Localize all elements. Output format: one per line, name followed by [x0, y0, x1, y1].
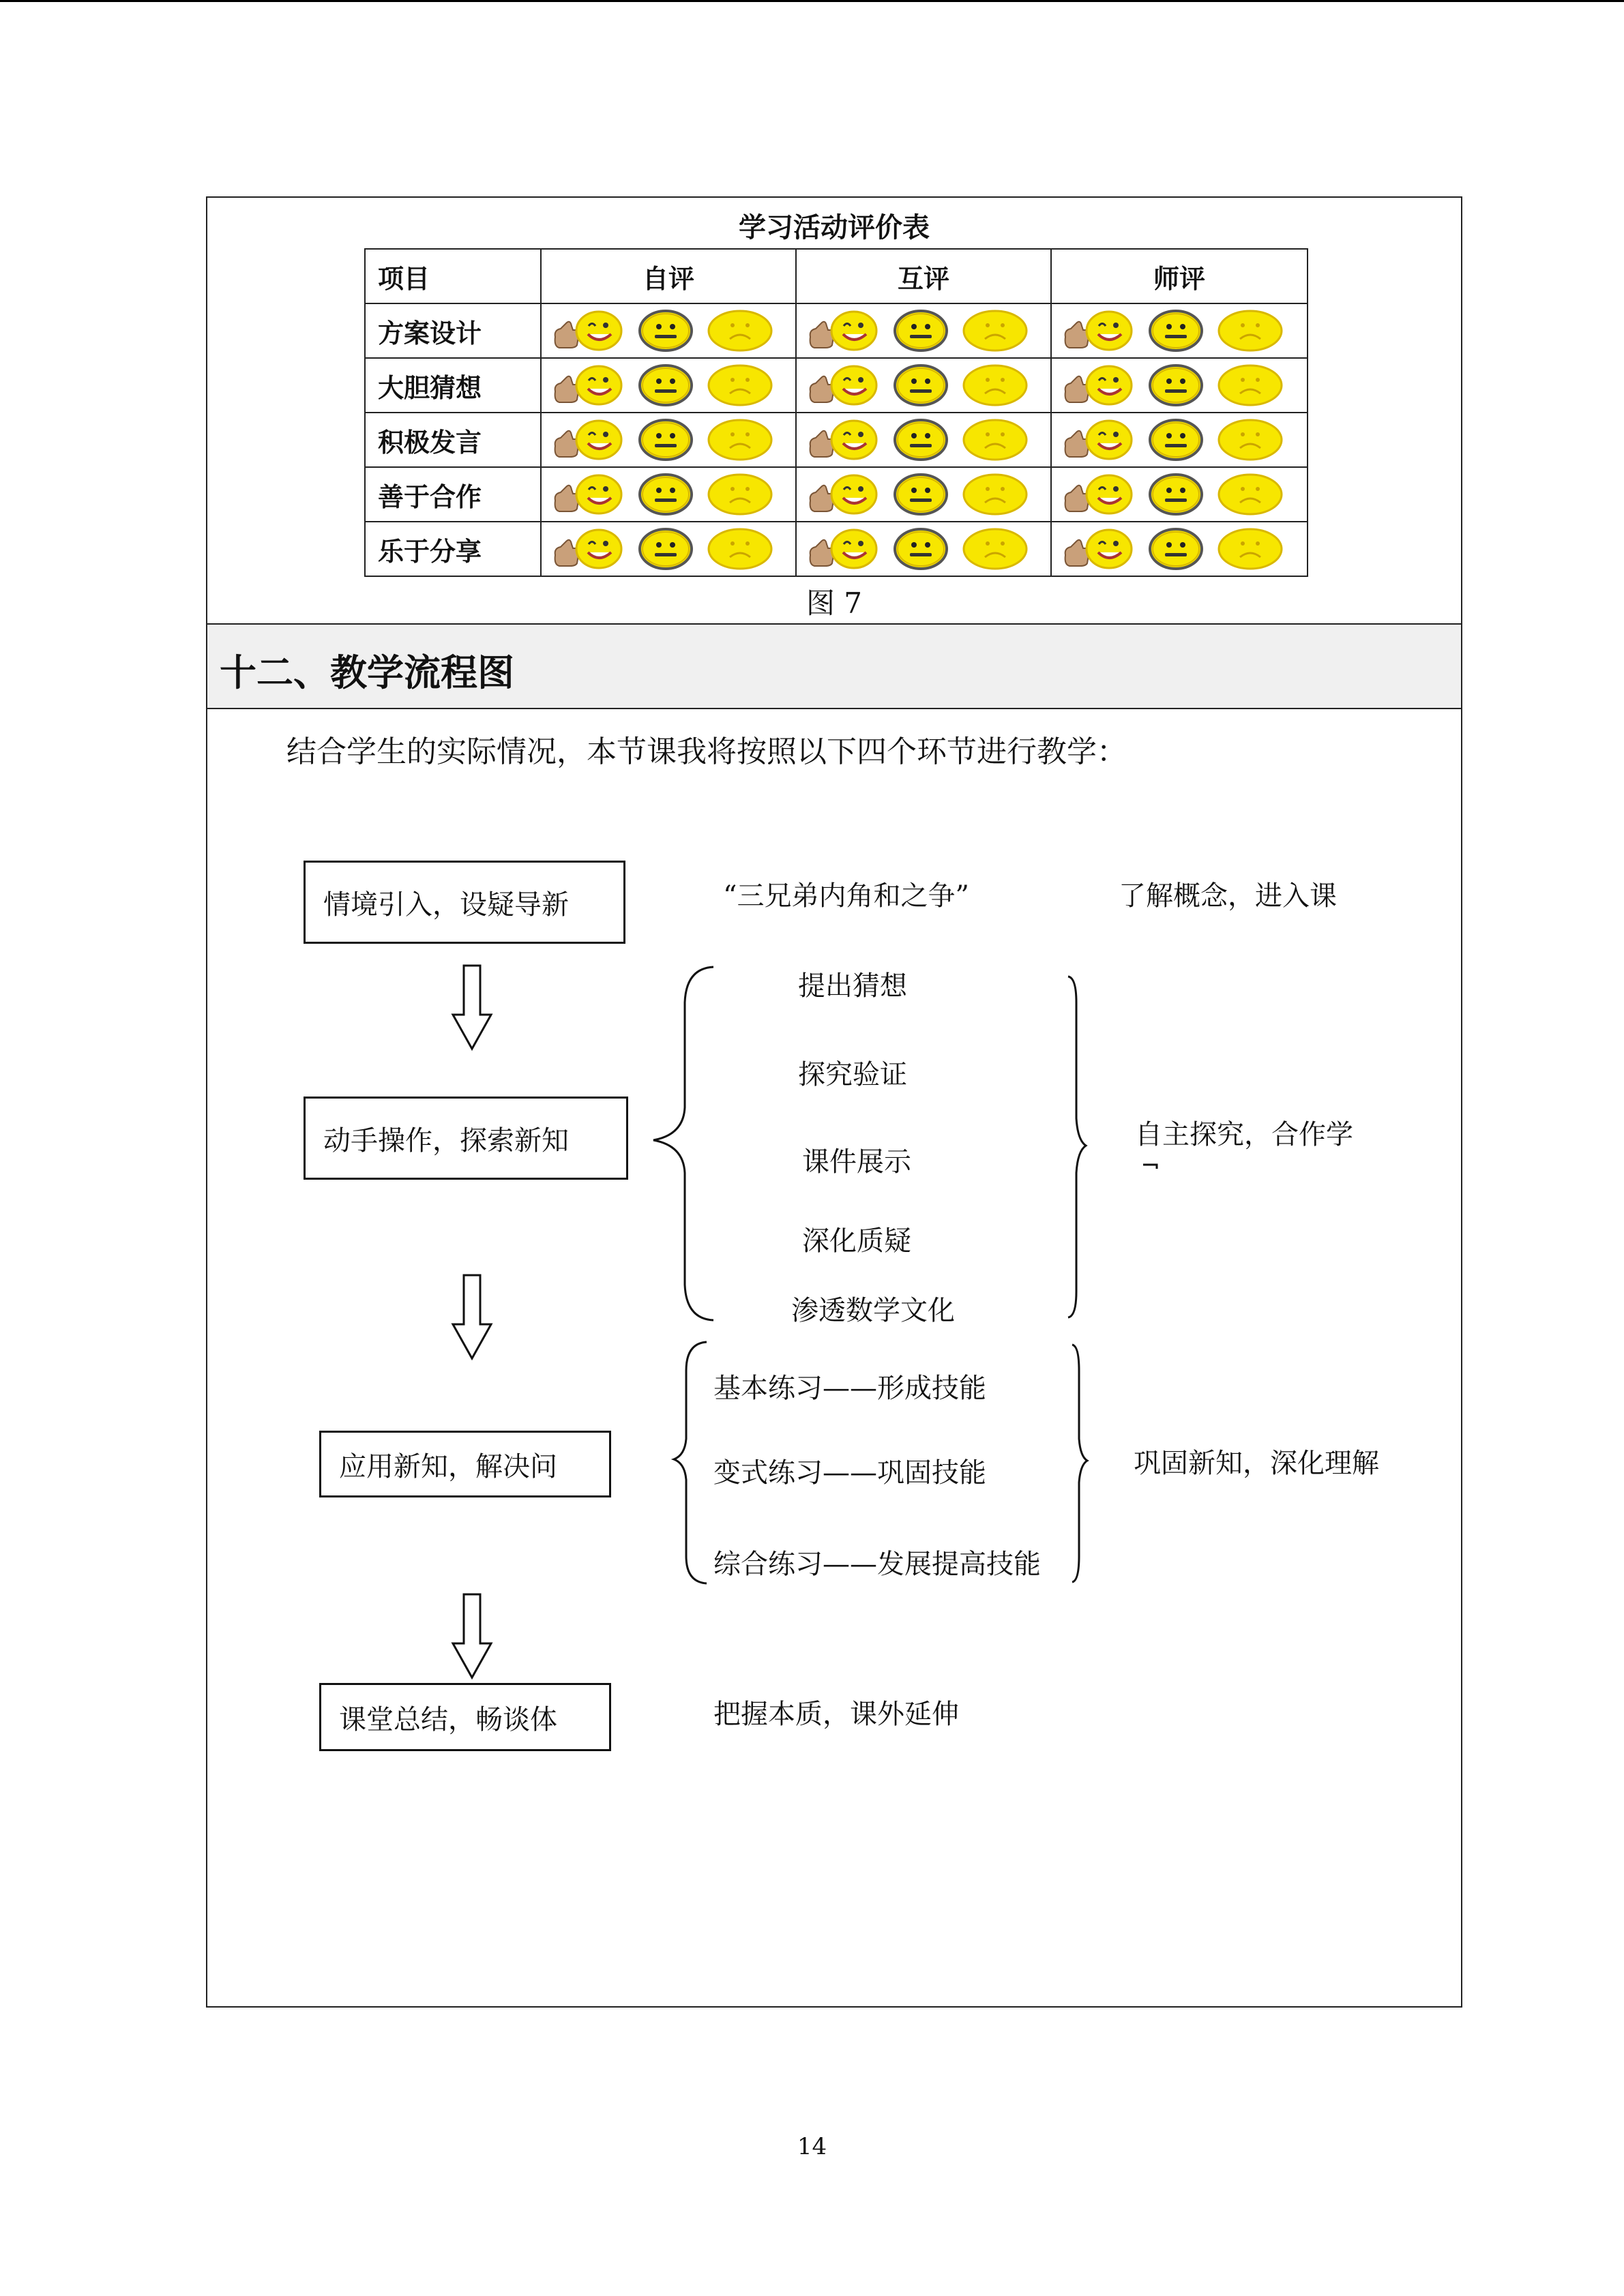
flow-step-3-goal: 巩固新知，深化理解 [1134, 1448, 1379, 1479]
down-arrow-icon [453, 1594, 491, 1678]
flow-step-4-activity: 把握本质，课外延伸 [713, 1699, 959, 1730]
flow-step-1-activity: “三兄弟内角和之争” [723, 880, 969, 912]
flow-step-2-activity-5: 渗透数学文化 [791, 1295, 955, 1326]
right-brace-icon [1072, 1345, 1087, 1582]
left-brace-icon [674, 1342, 707, 1583]
cut-off-glyph [1143, 1165, 1157, 1169]
flow-step-1-goal: 了解概念，进入课 [1119, 880, 1337, 912]
flow-step-3-label: 应用新知，解决问 [339, 1450, 557, 1482]
flow-step-1-label: 情境引入，设疑导新 [323, 889, 569, 921]
right-brace-icon [1068, 976, 1086, 1317]
down-arrow-icon [453, 1275, 491, 1358]
flow-step-3-activity-2: 变式练习——巩固技能 [713, 1457, 986, 1489]
flow-step-3-activity-1: 基本练习——形成技能 [713, 1373, 986, 1404]
section-title: 十二、教学流程图 [220, 651, 514, 694]
row-item-label: 方案设计 [365, 303, 541, 358]
flow-step-2-label: 动手操作，探索新知 [323, 1124, 569, 1157]
page-number: 14 [797, 2133, 827, 2160]
evaluation-table-title: 学习活动评价表 [739, 211, 930, 243]
flow-step-2-activity-2: 探究验证 [798, 1059, 907, 1090]
header-item: 项目 [365, 249, 541, 303]
flow-step-2-goal: 自主探究，合作学 [1135, 1119, 1353, 1150]
flow-step-4-label: 课堂总结，畅谈体 [339, 1703, 557, 1735]
section-intro: 结合学生的实际情况，本节课我将按照以下四个环节进行教学： [286, 734, 1127, 769]
header-teacher-eval: 师评 [1051, 249, 1308, 303]
flow-step-3-activity-3: 综合练习——发展提高技能 [713, 1549, 1041, 1580]
figure-caption: 图 7 [806, 586, 863, 620]
flow-step-2-activity-4: 深化质疑 [802, 1225, 911, 1257]
row-item-label: 积极发言 [365, 413, 541, 467]
header-peer-eval: 互评 [796, 249, 1051, 303]
flow-step-2-activity-3: 课件展示 [802, 1146, 911, 1178]
flow-step-2-activity-1: 提出猜想 [798, 970, 907, 1002]
row-item-label: 善于合作 [365, 467, 541, 522]
row-item-label: 大胆猜想 [365, 358, 541, 413]
down-arrow-icon [453, 966, 491, 1049]
left-brace-icon [653, 967, 713, 1320]
row-item-label: 乐于分享 [365, 522, 541, 576]
header-self-eval: 自评 [541, 249, 796, 303]
